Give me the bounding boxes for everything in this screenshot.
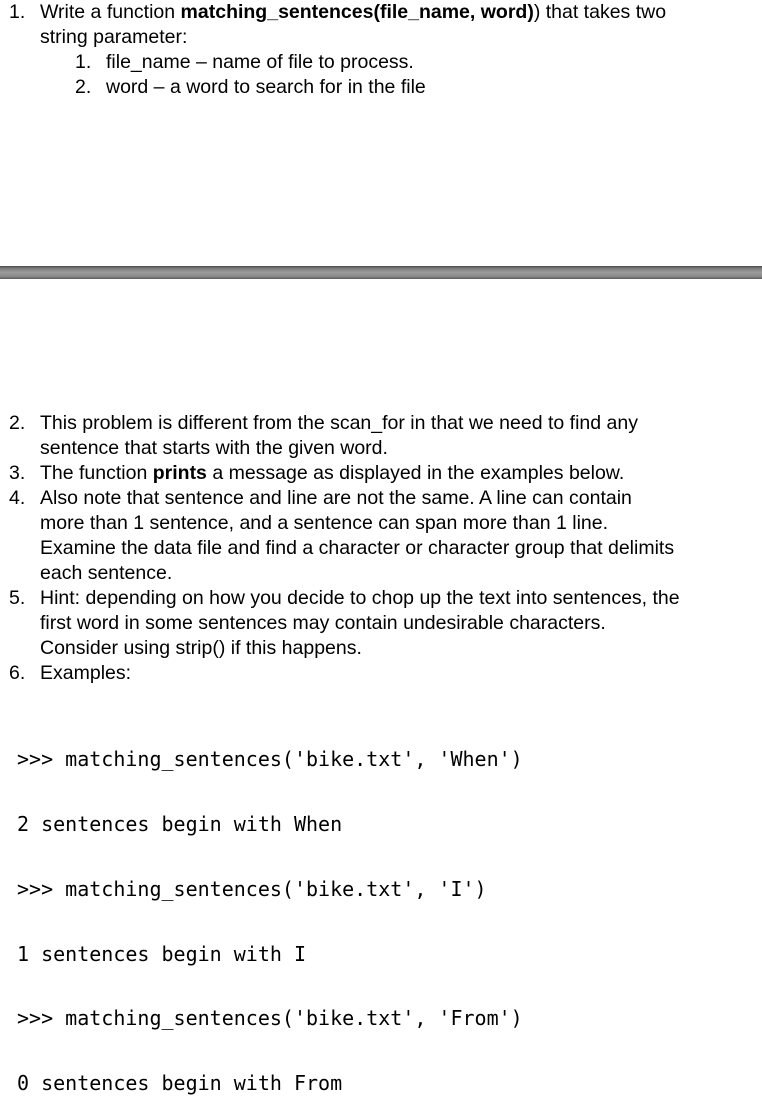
item-1-prefix: Write a function: [40, 1, 181, 23]
list-item-text: [40, 411, 638, 461]
item-line: sentence that starts with the given word.: [40, 437, 388, 459]
item-1-line-1: [40, 0, 666, 25]
code-line: 1 sentences begin with I: [17, 941, 306, 966]
page-divider: [0, 266, 762, 279]
item-1-line-2: string parameter:: [40, 26, 188, 48]
list-number: 1.: [9, 1, 26, 23]
emphasis-prints: prints: [152, 462, 207, 484]
item-line: Examine the data file and find a character or character group that delimits: [40, 537, 675, 559]
code-line: 2 sentences begin with When: [17, 811, 343, 836]
item-3-suffix: a message as displayed in the examples below.: [206, 462, 625, 484]
item-line: each sentence.: [40, 562, 173, 584]
code-line: >>> matching_sentences('bike.txt', 'I'): [17, 876, 487, 901]
list-item-text: [40, 461, 624, 486]
sub-list-number: 1.: [75, 51, 92, 73]
code-line: >>> matching_sentences('bike.txt', 'When'): [17, 747, 523, 772]
list-item-text: [40, 586, 680, 661]
list-number: 3.: [9, 462, 26, 484]
item-line: more than 1 sentence, and a sentence can span more than 1 line.: [40, 512, 609, 534]
item-1-suffix: ) that takes two: [533, 1, 667, 23]
item-line: first word in some sentences may contain undesirable characters.: [40, 612, 606, 634]
function-signature: matching_sentences(file_name, word): [180, 1, 534, 23]
item-line: Consider using strip() if this happens.: [40, 637, 362, 659]
item-line: This problem is different from the scan_for in that we need to find any: [40, 412, 638, 434]
list-number: 6.: [9, 662, 26, 684]
code-examples: [17, 706, 523, 1116]
list-item-text: [40, 661, 131, 686]
list-number: 2.: [9, 412, 26, 434]
sub-list-text: file_name – name of file to process.: [106, 51, 414, 73]
item-line: Examples:: [40, 662, 132, 684]
list-number: 4.: [9, 487, 26, 509]
item-line: Hint: depending on how you decide to chop up the text into sentences, the: [40, 587, 680, 609]
sub-list-text: word – a word to search for in the file: [106, 76, 426, 98]
list-number: 5.: [9, 587, 26, 609]
list-item-text: [40, 486, 674, 586]
list-item-text: [40, 0, 666, 50]
item-line: [40, 461, 624, 486]
sub-list-number: 2.: [75, 76, 92, 98]
item-3-prefix: The function: [40, 462, 153, 484]
code-line: >>> matching_sentences('bike.txt', 'From'): [17, 1006, 523, 1031]
item-line: Also note that sentence and line are not the same. A line can contain: [40, 487, 632, 509]
code-line: 0 sentences begin with From: [17, 1071, 343, 1096]
